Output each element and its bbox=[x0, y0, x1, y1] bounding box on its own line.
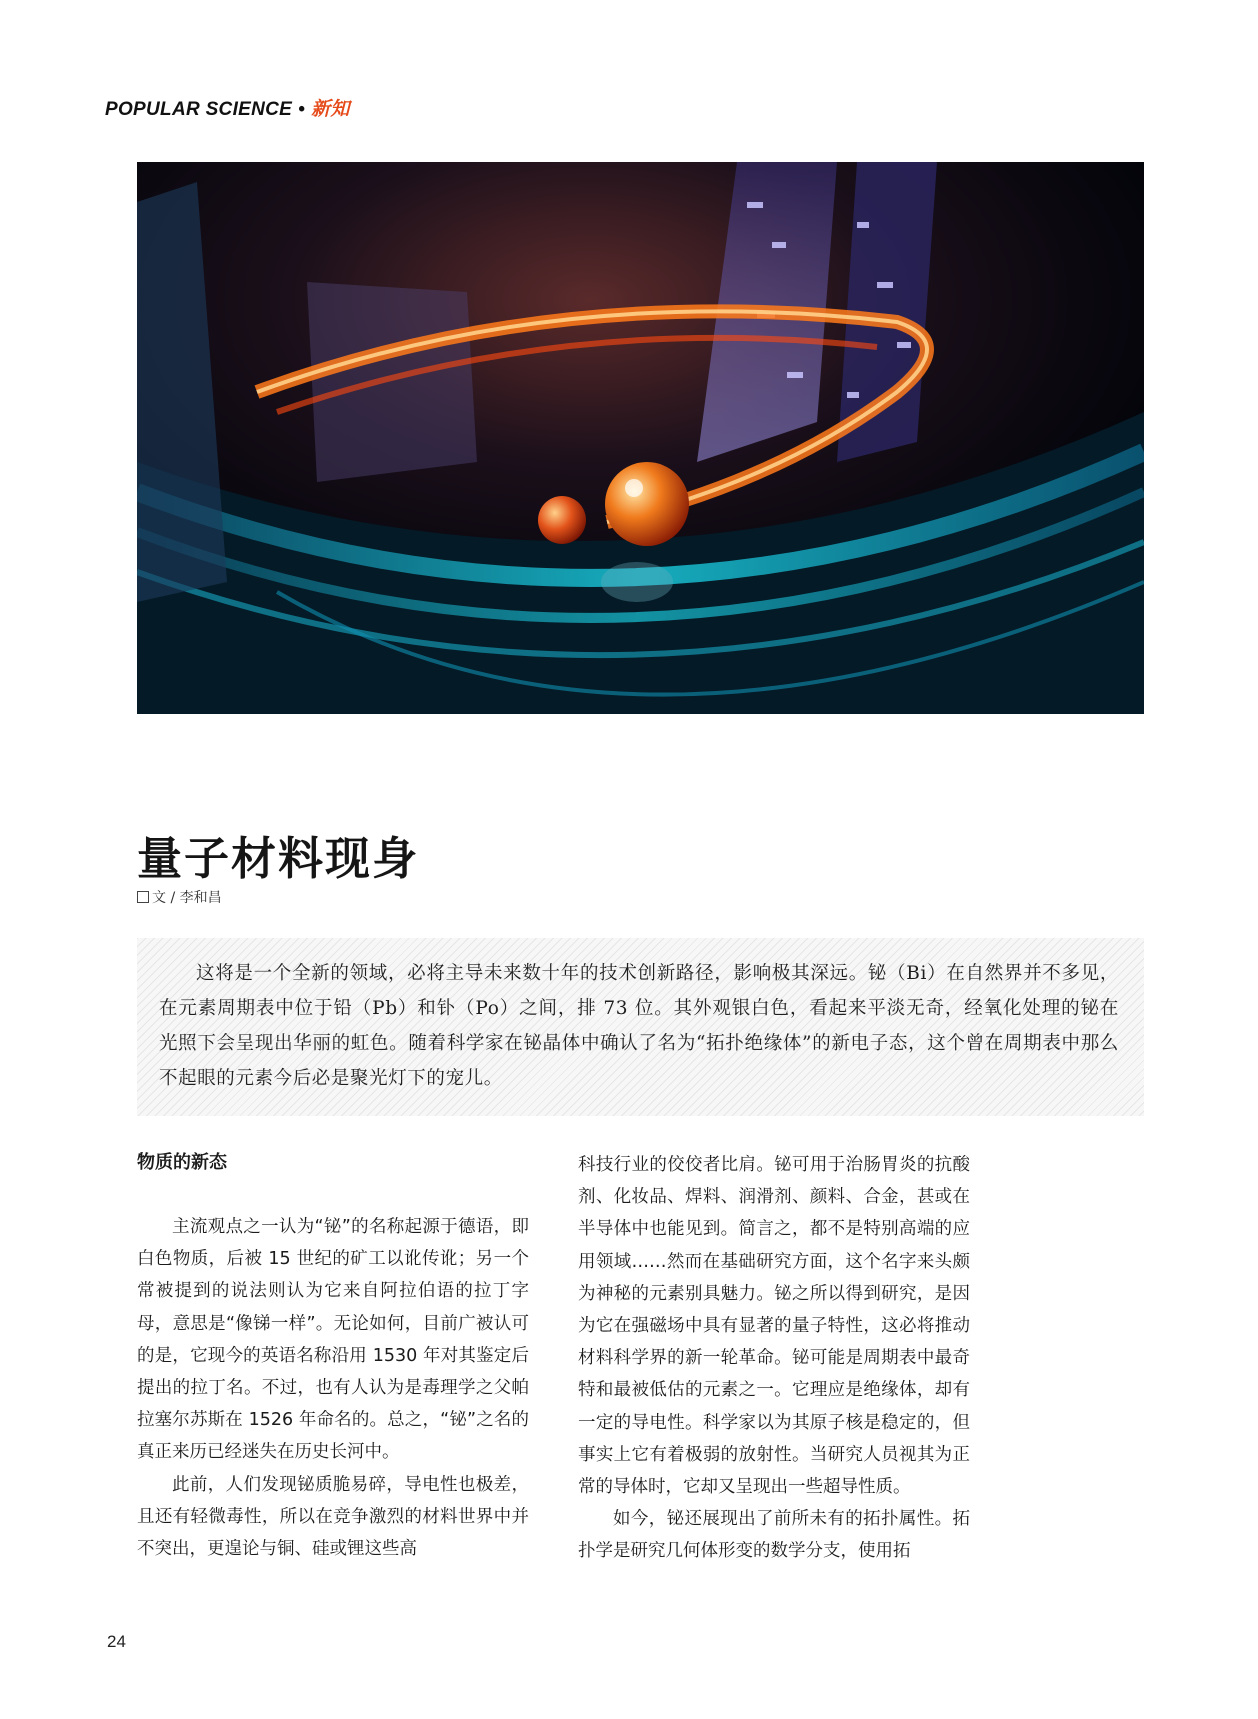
byline-text: 文 / 李和昌 bbox=[152, 890, 222, 906]
byline bbox=[137, 887, 222, 907]
article-title: 量子材料现身 bbox=[137, 832, 420, 885]
abstract-box bbox=[137, 938, 1144, 1116]
hero-illustration bbox=[137, 162, 1144, 714]
section-heading: 物质的新态 bbox=[137, 1152, 227, 1173]
page-number: 24 bbox=[107, 1632, 126, 1651]
abstract-text: 这将是一个全新的领域，必将主导未来数十年的技术创新路径，影响极其深远。铋（Bi）在自然界并不多见，在元素周期表中位于铅（Pb）和钋（Po）之间，排 73 位。其外观银白色，看起来平淡无奇，经氧化处理的铋在光照下会呈现出华丽的虹色。随着科学家在铋晶体中确认了名为“拓扑绝缘体”的新电子态，这个曾在周期表中那么不起眼的元素今后必是聚光灯下的宠儿。 bbox=[159, 963, 1119, 1089]
magazine-header bbox=[105, 94, 350, 121]
quantum-art-image bbox=[137, 162, 1144, 714]
paragraph-continued: 科技行业的佼佼者比肩。铋可用于治肠胃炎的抗酸剂、化妆品、焊料、润滑剂、颜料、合金，甚或在半导体中也能见到。简言之，都不是特别高端的应用领域……然而在基础研究方面，这个名字来头颇为神秘的元素别具魅力。铋之所以得到研究，是因为它在强磁场中具有显著的量子特性，这必将推动材料科学界的新一轮革命。铋可能是周期表中最奇特和最被低估的元素之一。它理应是绝缘体，却有一定的导电性。科学家以为其原子核是稳定的，但事实上它有着极弱的放射性。当研究人员视其为正常的导体时，它却又呈现出一些超导性质。 bbox=[578, 1155, 970, 1498]
byline-box-icon bbox=[137, 891, 149, 903]
brand-name: POPULAR SCIENCE bbox=[105, 99, 293, 120]
paragraph: 主流观点之一认为“铋”的名称起源于德语，即白色物质，后被 15 世纪的矿工以讹传讹；另一个常被提到的说法则认为它来自阿拉伯语的拉丁字母，意思是“像锑一样”。无论如何，目前广被认可的是，它现今的英语名称沿用 1530 年对其鉴定后提出的拉丁名。不过，也有人认为是毒理学之父帕拉塞尔苏斯在 1526 年命名的。总之，“铋”之名的真正来历已经迷失在历史长河中。 bbox=[137, 1217, 529, 1463]
paragraph: 此前，人们发现铋质脆易碎，导电性也极差，且还有轻微毒性，所以在竞争激烈的材料世界中并不突出，更遑论与铜、硅或锂这些高 bbox=[137, 1474, 529, 1560]
column-left bbox=[137, 1147, 529, 1565]
column-right bbox=[578, 1149, 970, 1568]
section-name: 新知 bbox=[311, 99, 350, 120]
header-separator: • bbox=[298, 99, 306, 120]
paragraph: 如今，铋还展现出了前所未有的拓扑属性。拓扑学是研究几何体形变的数学分支，使用拓 bbox=[578, 1509, 970, 1562]
